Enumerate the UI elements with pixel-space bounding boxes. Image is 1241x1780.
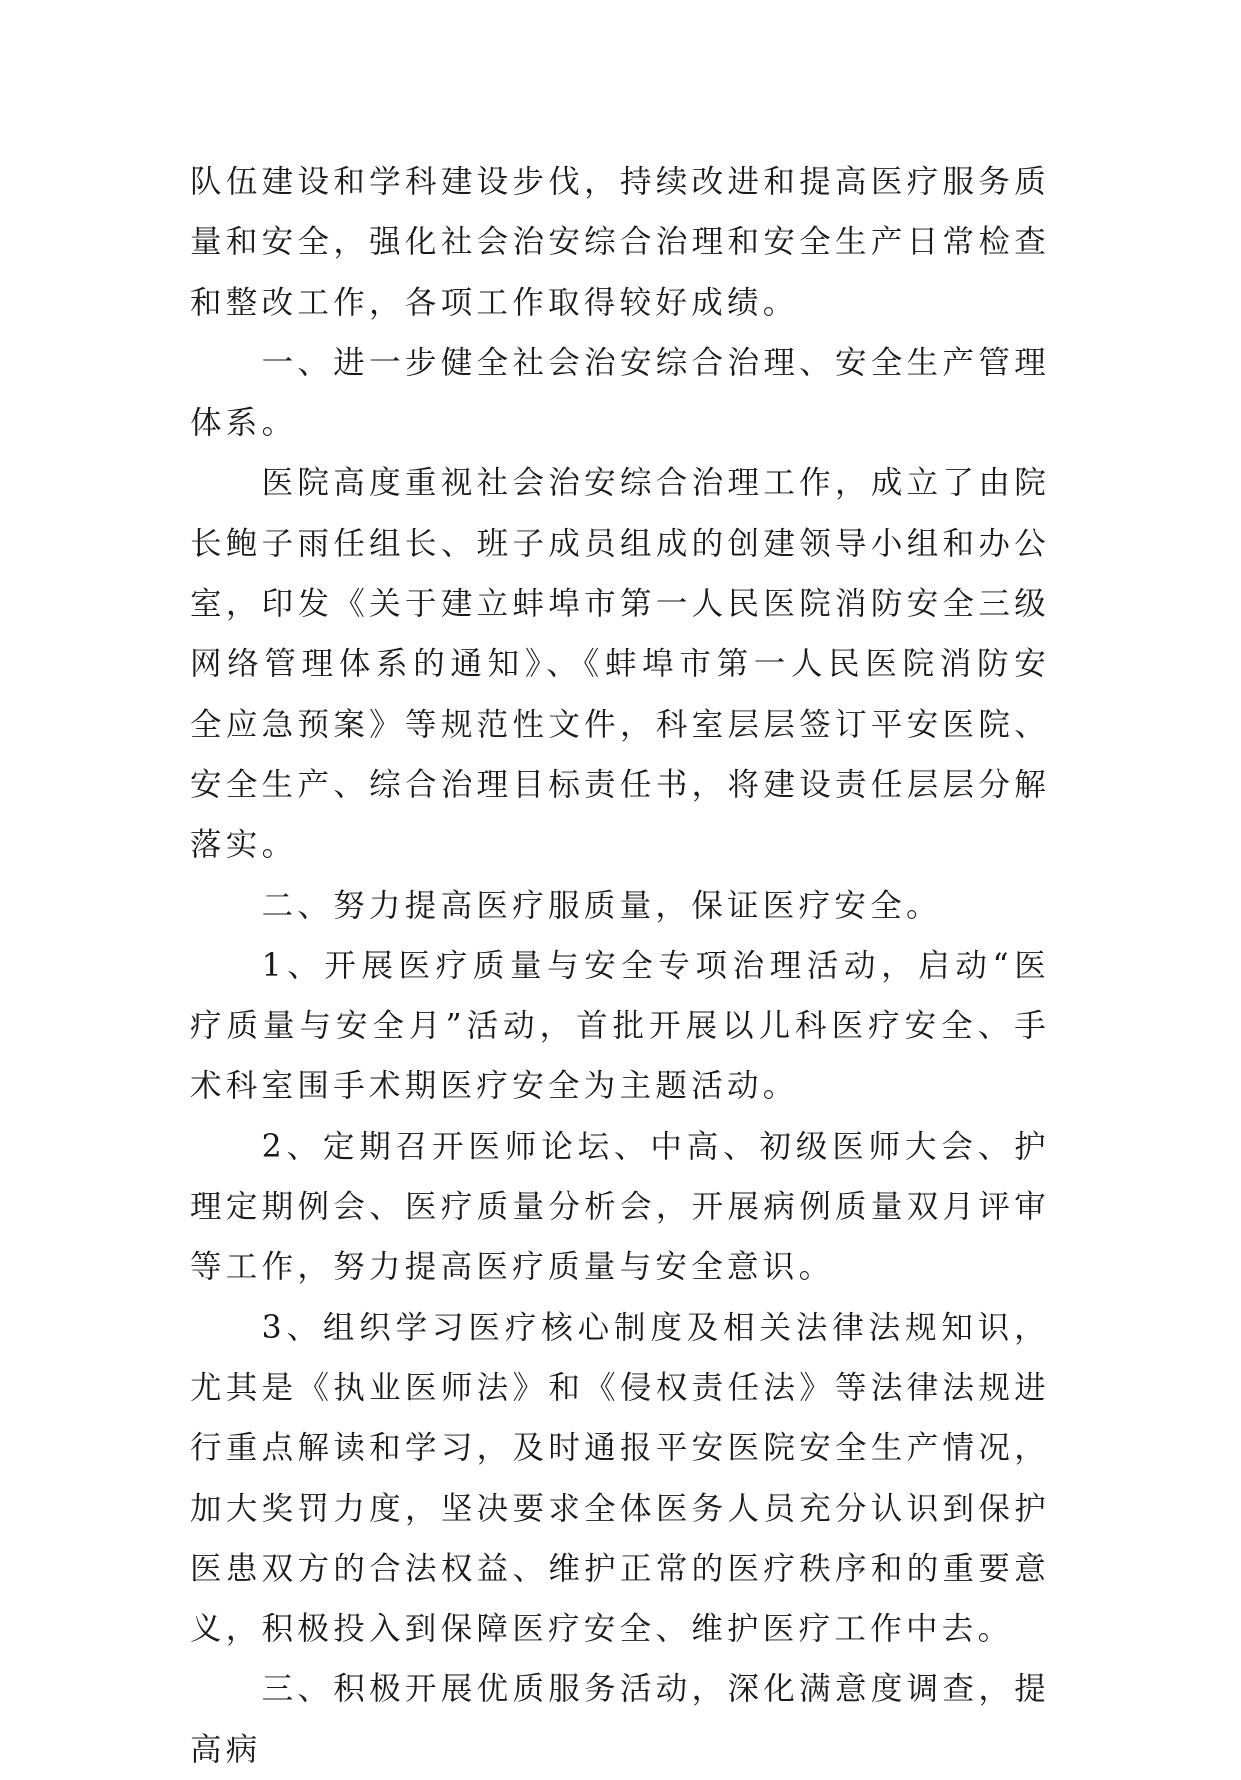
section-heading-1: 一、进一步健全社会治安综合治理、安全生产管理体系。 <box>190 344 1050 442</box>
paragraph-continuation: 队伍建设和学科建设步伐，持续改进和提高医疗服务质量和安全，强化社会治安综合治理和安全生产日常检查和整改工作，各项工作取得较好成绩。 <box>190 164 1050 321</box>
document-body <box>190 152 1050 1780</box>
paragraph-section-1: 医院高度重视社会治安综合治理工作，成立了由院长鲍子雨任组长、班子成员组成的创建领导小组和办公室，印发《关于建立蚌埠市第一人民医院消防安全三级网络管理体系的通知》、《蚌埠市第一人民医院消防安全应急预案》等规范性文件，科室层层签订平安医院、安全生产、综合治理目标责任书，将建设责任层层分解落实。 <box>190 465 1050 864</box>
paragraph-item-3: 3、组织学习医疗核心制度及相关法律法规知识，尤其是《执业医师法》和《侵权责任法》等法律法规进行重点解读和学习，及时通报平安医院安全生产情况，加大奖罚力度，坚决要求全体医务人员充分认识到保护医患双方的合法权益、维护正常的医疗秩序和的重要意义，积极投入到保障医疗安全、维护医疗工作中去。 <box>190 1309 1050 1648</box>
section-heading-3: 三、积极开展优质服务活动，深化满意度调查，提高病 <box>190 1671 1050 1768</box>
paragraph-item-2: 2、定期召开医师论坛、中高、初级医师大会、护理定期例会、医疗质量分析会，开展病例质量双月评审等工作，努力提高医疗质量与安全意识。 <box>190 1128 1050 1286</box>
paragraph-item-1: 1、开展医疗质量与安全专项治理活动，启动“医疗质量与安全月”活动，首批开展以儿科医疗安全、手术科室围手术期医疗安全为主题活动。 <box>190 947 1050 1105</box>
section-heading-2: 二、努力提高医疗服质量，保证医疗安全。 <box>261 887 942 924</box>
